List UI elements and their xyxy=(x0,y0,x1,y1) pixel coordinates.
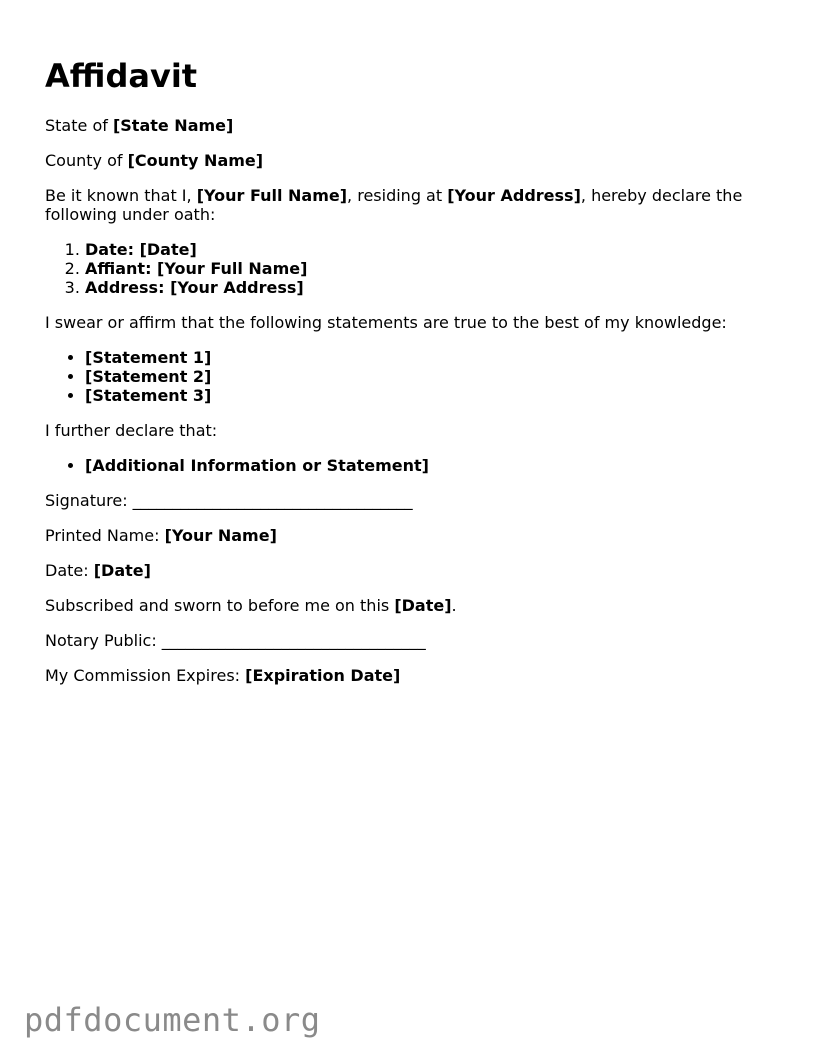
list-item xyxy=(85,259,785,278)
date-value: [Date] xyxy=(93,561,151,580)
item-label: Affiant: xyxy=(85,259,152,278)
intro-text-3: , hereby declare the following under oath: xyxy=(45,186,743,224)
list-item xyxy=(85,456,785,475)
subscribed-end: . xyxy=(451,596,457,615)
intro-address: [Your Address] xyxy=(447,186,581,205)
statement-text: [Statement 3] xyxy=(85,386,212,405)
commission-line xyxy=(45,666,785,685)
printed-name-value: [Your Name] xyxy=(164,526,277,545)
signature-line xyxy=(45,491,785,510)
county-line xyxy=(45,151,785,170)
statements-list xyxy=(45,348,785,405)
list-item xyxy=(85,348,785,367)
list-item xyxy=(85,240,785,259)
numbered-list xyxy=(45,240,785,297)
notary-line xyxy=(45,631,785,650)
county-label: County of xyxy=(45,151,128,170)
signature-blank: ___________________________________ xyxy=(132,491,413,510)
commission-label: My Commission Expires: xyxy=(45,666,246,685)
additional-list xyxy=(45,456,785,475)
state-label: State of xyxy=(45,116,113,135)
list-item xyxy=(85,386,785,405)
notary-label: Notary Public: xyxy=(45,631,162,650)
intro-text-2: , residing at xyxy=(347,186,448,205)
printed-name-line xyxy=(45,526,785,545)
signature-label: Signature: xyxy=(45,491,133,510)
date-line xyxy=(45,561,785,580)
state-line xyxy=(45,116,785,135)
list-item xyxy=(85,367,785,386)
watermark: pdfdocument.org xyxy=(24,1001,321,1039)
item-value: [Date] xyxy=(139,240,197,259)
subscribed-line xyxy=(45,596,785,615)
swear-paragraph: I swear or affirm that the following statements are true to the best of my knowledge: xyxy=(45,313,727,332)
item-value: [Your Address] xyxy=(170,278,304,297)
printed-name-label: Printed Name: xyxy=(45,526,165,545)
list-item xyxy=(85,278,785,297)
notary-blank: _________________________________ xyxy=(161,631,426,650)
commission-value: [Expiration Date] xyxy=(245,666,401,685)
county-value: [County Name] xyxy=(127,151,264,170)
item-value: [Your Full Name] xyxy=(157,259,308,278)
document-title: Affidavit xyxy=(45,57,198,95)
subscribed-date: [Date] xyxy=(394,596,452,615)
affidavit-document xyxy=(45,54,785,701)
statement-text: [Statement 1] xyxy=(85,348,212,367)
item-label: Address: xyxy=(85,278,165,297)
statement-text: [Statement 2] xyxy=(85,367,212,386)
further-paragraph: I further declare that: xyxy=(45,421,218,440)
intro-text-1: Be it known that I, xyxy=(45,186,197,205)
date-label: Date: xyxy=(45,561,94,580)
intro-name: [Your Full Name] xyxy=(196,186,348,205)
item-label: Date: xyxy=(85,240,134,259)
subscribed-text: Subscribed and sworn to before me on this xyxy=(45,596,395,615)
additional-text: [Additional Information or Statement] xyxy=(85,456,429,475)
intro-paragraph xyxy=(45,186,785,224)
state-value: [State Name] xyxy=(112,116,234,135)
